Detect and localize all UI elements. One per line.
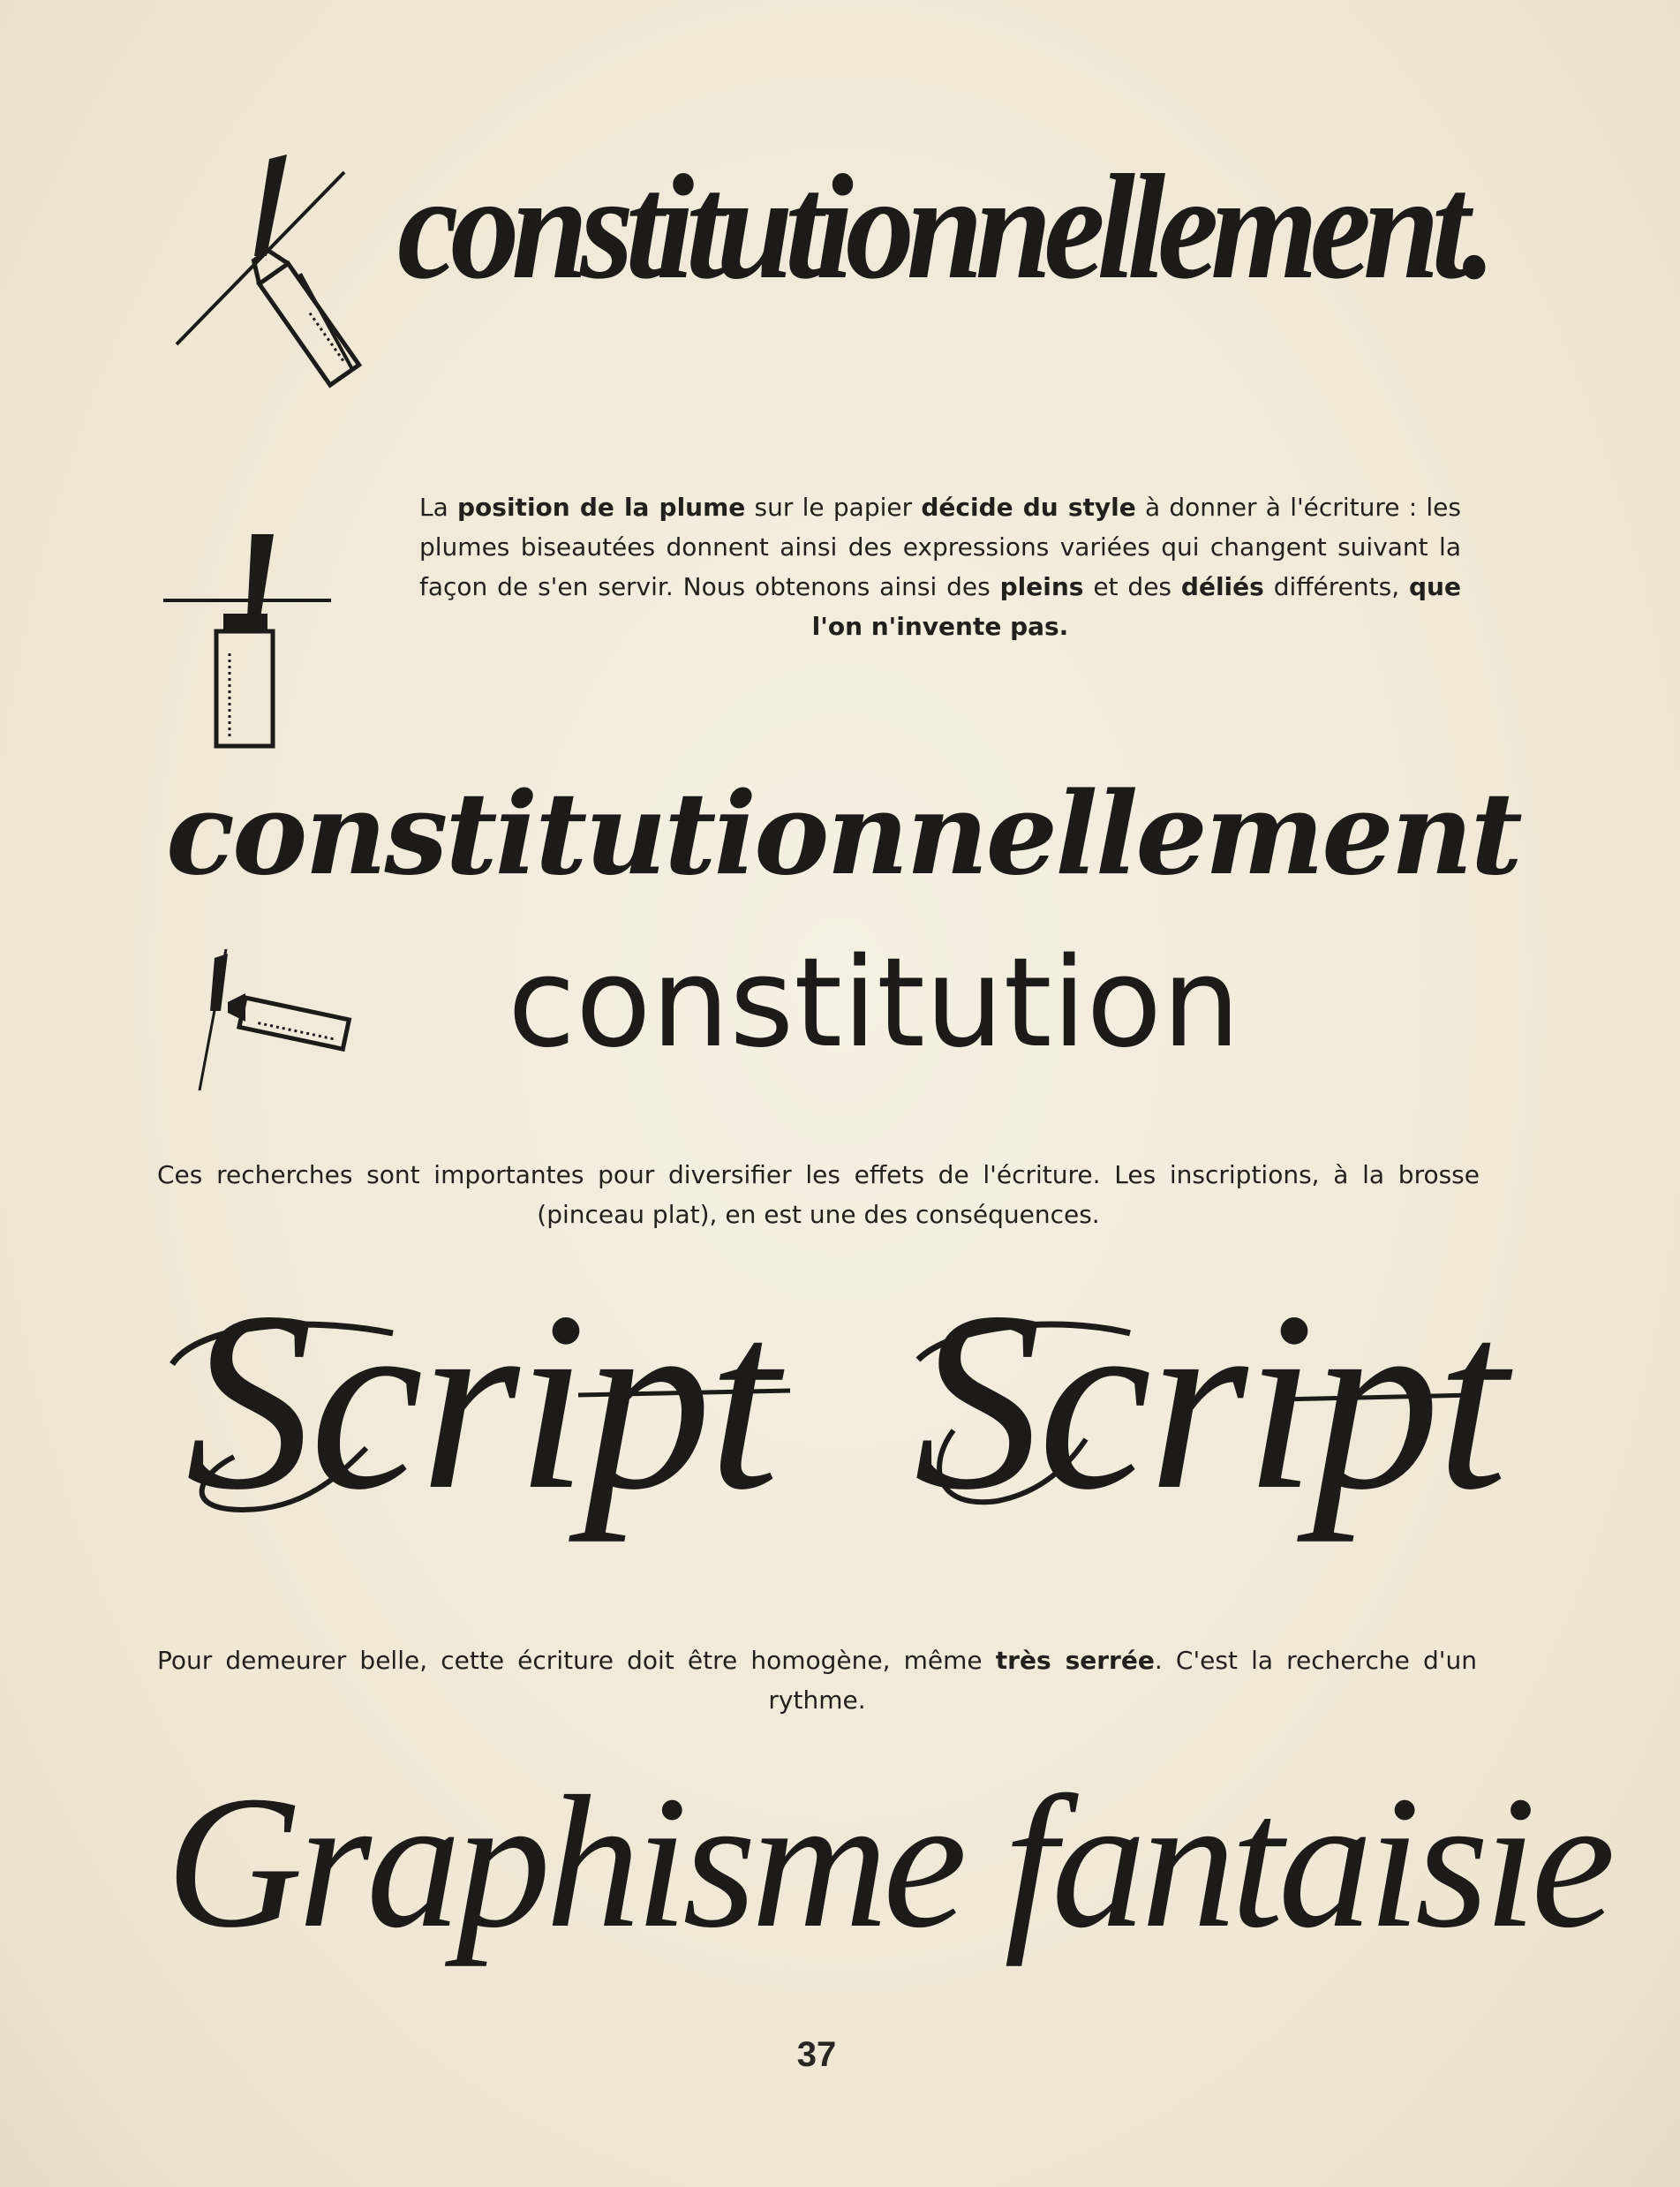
bold-segment: pleins — [999, 572, 1084, 601]
paragraph-pen-position — [419, 487, 1461, 646]
script-word-left: Script — [185, 1259, 776, 1542]
text-segment: . C'est la recherche d'un rythme. — [768, 1646, 1477, 1715]
bold-segment: très serrée — [995, 1646, 1155, 1675]
heading-word-upright: constitution — [508, 931, 1240, 1075]
bold-segment: décide du style — [921, 493, 1136, 522]
heading-word-fantasy: Graphisme fantaisie — [166, 1756, 1610, 1967]
pen-nib-vertical-icon — [163, 530, 340, 759]
script-word-right: Script — [914, 1259, 1504, 1542]
heading-word-condensed: constitutionnellement. — [397, 144, 1488, 310]
text-segment: à donner à l'écriture : les plumes biseautées donnent ainsi des expressions variées qui changent suivant la façon de s'en servir. Nous obtenons ainsi des — [419, 493, 1461, 601]
bold-segment: déliés — [1180, 572, 1264, 601]
heading-word-bold-italic: constitutionnellement — [166, 768, 1520, 901]
text-segment: sur le papier — [745, 493, 922, 522]
page-number: 37 — [796, 2035, 837, 2074]
pen-nib-horizontal-icon — [192, 949, 369, 1099]
text-segment: et des — [1083, 572, 1181, 601]
pen-nib-angled-icon — [168, 150, 380, 415]
bold-segment: position de la plume — [457, 493, 746, 522]
paragraph-research: Ces recherches sont importantes pour diversifier les effets de l'écriture. Les inscriptions, à la brosse (pinceau plat), en est une des conséquences. — [157, 1160, 1480, 1229]
paragraph-rhythm — [157, 1640, 1477, 1720]
text-segment: La — [419, 493, 458, 522]
bold-segment: que l'on n'invente pas. — [811, 572, 1461, 641]
text-segment: Pour demeurer belle, cette écriture doit être homogène, même — [157, 1646, 996, 1675]
text-segment: différents, — [1263, 572, 1410, 601]
